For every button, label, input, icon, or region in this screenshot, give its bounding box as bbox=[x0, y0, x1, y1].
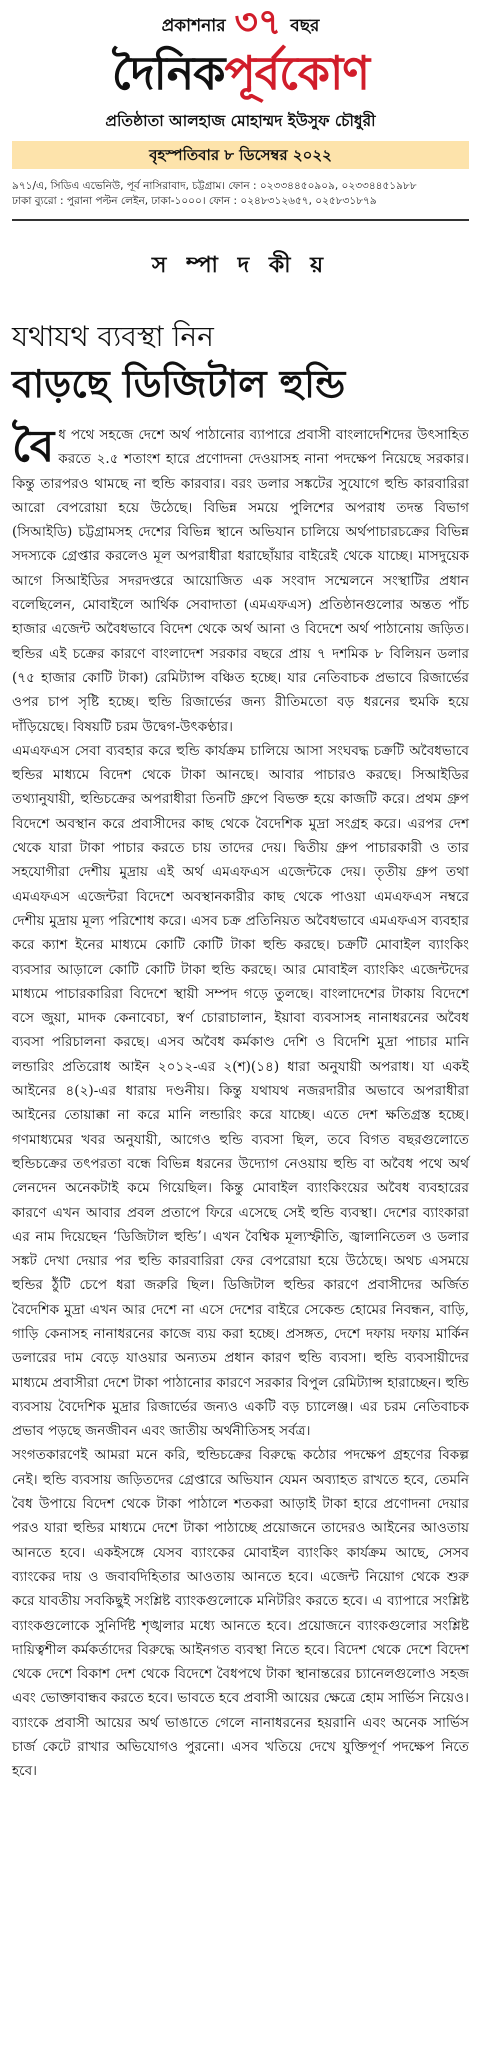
paragraph-text: ধ পথে সহজে দেশে অর্থ পাঠানোর ব্যাপারে প্রবাসী বাংলাদেশিদের উৎসাহিত করতে ২.৫ শতাংশ হারে প্রণোদনা দেওয়াসহ নানা পদক্ষেপ নিয়েছে সরকার। কিন্তু তারপরও থামছে না হুন্ডি কারবার। বরং ডলার সঙ্কটের সুযোগে হুন্ডি কারবারিরা আরো বেপরোয়া হয়ে উঠেছে। বিভিন্ন সময়ে পুলিশের অপরাধ তদন্ত বিভাগ (সিআইডি) চট্টগ্রামসহ দেশের বিভিন্ন স্থানে অভিযান চালিয়ে অর্থপাচারচক্রের বিভিন্ন সদস্যকে গ্রেপ্তার করলেও মূল অপরাধীরা ধরাছোঁয়ার বাইরেই থেকে যাচ্ছে। মাসদুয়েক আগে সিআইডির সদরদপ্তরে আয়োজিত এক সংবাদ সম্মেলনে সংস্থাটির প্রধান বলেছিলেন, মোবাইলে আর্থিক সেবাদাতা (এমএফএস) প্রতিষ্ঠানগুলোর অন্তত পাঁচ হাজার এজেন্ট অবৈধভাবে বিদেশ থেকে অর্থ আনা ও বিদেশে অর্থ পাঠানোয় জড়িত। হুন্ডির এই চক্রের কারণে বাংলাদেশ সরকার বছরে প্রায় ৭ দশমিক ৮ বিলিয়ন ডলার (৭৫ হাজার কোটি টাকা) রেমিট্যান্স বঞ্চিত হচ্ছে। যার নেতিবাচক প্রভাবে রিজার্ভের ওপর চাপ সৃষ্টি হচ্ছে। হুন্ডি রিজার্ভের জন্য রীতিমতো বড় ধরনের হুমকি হয়ে দাঁড়িয়েছে। বিষয়টি চরম উদ্বেগ-উৎকণ্ঠার। bbox=[12, 427, 469, 735]
tagline-prefix: প্রকাশনার bbox=[161, 16, 226, 36]
anniversary-tagline bbox=[0, 2, 481, 43]
article-headline: বাড়ছে ডিজিটাল হুন্ডি bbox=[12, 362, 346, 406]
article-subheadline: যথাযথ ব্যবস্থা নিন bbox=[12, 320, 214, 353]
section-title-editorial: স ম্পা দ কী য় bbox=[151, 253, 330, 278]
article-paragraph-1 bbox=[12, 423, 469, 739]
address-chattogram: ৯৭১/এ, সিডিএ এভেনিউ, পূর্ব নাসিরাবাদ, চট্টগ্রাম। ফোন : ০২৩৩৪৪৫০৯০৯, ০২৩৩৪৪৫১৯৮৮ bbox=[12, 180, 417, 192]
article-paragraph-3: সংগতকারণেই আমরা মনে করি, হুন্ডিচক্রের বিরুদ্ধে কঠোর পদক্ষেপ গ্রহণের বিকল্প নেই। হুন্ডি ব্যবসায় জড়িতদের গ্রেপ্তারে অভিযান যেমন অব্যাহত রাখতে হবে, তেমনি বৈধ উপায়ে বিদেশ থেকে টাকা পাঠালে শতকরা আড়াই টাকা হারে প্রণোদনা দেয়ার পরও যারা হুন্ডির মাধ্যমে দেশে টাকা পাঠাচ্ছে প্রয়োজনে তাদেরও আইনের আওতায় আনতে হবে। একইসঙ্গে যেসব ব্যাংকের মোবাইল ব্যাংকিং কার্যক্রম আছে, সেসব ব্যাংকের দায় ও জবাবদিহিতার আওতায় আনতে হবে। এজেন্ট নিয়োগ থেকে শুরু করে যাবতীয় সবকিছুই সংশ্লিষ্ট ব্যাংকগুলোকে মনিটরিং করতে হবে। এ ব্যাপারে সংশ্লিষ্ট ব্যাংকগুলোকে সুনির্দিষ্ট শৃঙ্খলার মধ্যে আনতে হবে। প্রয়োজনে ব্যাংকগুলোর সংশ্লিষ্ট দায়িত্বশীল কর্মকর্তাদের বিরুদ্ধে আইনগত ব্যবস্থা নিতে হবে। বিদেশ থেকে দেশে বিদেশ থেকে দেশে বিকাশ দেশ থেকে বিদেশে বৈধপথে টাকা স্থানান্তরের চ্যানেলগুলোও সহজ এবং ভোক্তাবান্ধব করতে হবে। ভাবতে হবে প্রবাসী আয়ের ক্ষেত্রে হোম সার্ভিস নিয়েও। ব্যাংকে প্রবাসী আয়ের অর্থ ভাঙাতে গেলে নানাধরনের হয়রানি এবং অনেক সার্ভিস চার্জ কেটে রাখার অভিযোগও পুরনো। এসব খতিয়ে দেখে যুক্তিপূর্ণ পদক্ষেপ নিতে হবে। bbox=[12, 1447, 469, 1780]
address-dhaka-bureau: ঢাকা ব্যুরো : পুরানা পল্টন লেইন, ঢাকা-১০০০। ফোন : ০২৪৮৩১২৬৫৭, ০২৫৮৩১৮৭৯ bbox=[12, 195, 377, 207]
date-bar bbox=[12, 141, 469, 169]
logo-part-purbokone: পূর্বকোণ bbox=[224, 46, 370, 100]
masthead bbox=[0, 0, 481, 135]
article-body bbox=[12, 423, 469, 1784]
drop-cap: বৈ bbox=[12, 421, 55, 472]
logo-part-dainik: দৈনিক bbox=[111, 46, 225, 100]
address-block bbox=[12, 179, 469, 209]
newspaper-logo bbox=[0, 43, 481, 103]
publication-date: বৃহস্পতিবার ৮ ডিসেম্বর ২০২২ bbox=[149, 146, 332, 164]
founder-line: প্রতিষ্ঠাতা আলহাজ মোহাম্মদ ইউসুফ চৌধুরী bbox=[105, 112, 376, 130]
article-paragraph-2: এমএফএস সেবা ব্যবহার করে হুন্ডি কার্যক্রম চালিয়ে আসা সংঘবদ্ধ চক্রটি অবৈধভাবে হুন্ডির মাধ্যমে বিদেশ থেকে টাকা আনছে। আবার পাচারও করছে। সিআইডির তথ্যানুযায়ী, হুন্ডিচক্রের অপরাধীরা তিনটি গ্রুপে বিভক্ত হয়ে কাজটি করে। প্রথম গ্রুপ বিদেশে অবস্থান করে প্রবাসীদের কাছ থেকে বৈদেশিক মুদ্রা সংগ্রহ করে। এরপর দেশ থেকে যারা টাকা পাচার করতে চায় তাদের দেয়। দ্বিতীয় গ্রুপ পাচারকারী ও তার সহযোগীরা দেশীয় মুদ্রায় এই অর্থ এমএফএস এজেন্টকে দেয়। তৃতীয় গ্রুপ তথা এমএফএস এজেন্টরা বিদেশে অবস্থানকারীর কাছ থেকে পাওয়া এমএফএস নম্বরে দেশীয় মুদ্রায় মূল্য পরিশোধ করে। এসব চক্র প্রতিনিয়ত অবৈধভাবে এমএফএস ব্যবহার করে ক্যাশ ইনের মাধ্যমে কোটি কোটি টাকা হুন্ডি করছে। চক্রটি মোবাইল ব্যাংকিং ব্যবসার আড়ালে কোটি কোটি টাকা হুন্ডি করছে। আর মোবাইল ব্যাংকিং এজেন্টদের মাধ্যমে পাচারকারিরা বিদেশে স্থায়ী সম্পদ গড়ে তুলছে। বাংলাদেশের টাকায় বিদেশে বসে জুয়া, মাদক কেনাবেচা, স্বর্ণ চোরাচালান, ইয়াবা ব্যবসাসহ নানাধরনের অবৈধ ব্যবসা পরিচালনা করছে। এসব অবৈধ কর্মকাণ্ড দেশি ও বিদেশি মুদ্রা পাচার মানি লন্ডারিং প্রতিরোধ আইন ২০১২-এর ২(শ)(১৪) ধারা অনুযায়ী অপরাধ। যা একই আইনের ৪(২)-এর ধারায় দণ্ডনীয়। কিন্তু যথাযথ নজরদারীর অভাবে অপরাধীরা আইনের তোয়াক্কা না করে মানি লন্ডারিং করে যাচ্ছে। এতে দেশ ক্ষতিগ্রস্ত হচ্ছে। গণমাধ্যমের খবর অনুযায়ী, আগেও হুন্ডি ব্যবসা ছিল, তবে বিগত বছরগুলোতে হুন্ডিচক্রের তৎপরতা বন্ধে বিভিন্ন ধরনের উদ্যোগ নেওয়ায় হুন্ডি বা অবৈধ পথে অর্থ লেনদেন অনেকটাই কমে গিয়েছিল। কিন্তু মোবাইল ব্যাংকিংয়ের অবৈধ ব্যবহারের কারণে এখন আবার প্রবল প্রতাপে ফিরে এসেছে সেই হুন্ডি ব্যবস্থা। দেশের ব্যাংকারা এর নাম দিয়েছেন ‘ডিজিটাল হুন্ডি’। এখন বৈশ্বিক মূল্যস্ফীতি, জ্বালানিতেল ও ডলার সঙ্কট দেখা দেয়ার পর হুন্ডি কারবারিরা ফের বেপরোয়া হয়ে উঠেছে। অথচ এসময়ে হুন্ডির ঠুঁটি চেপে ধরা জরুরি ছিল। ডিজিটাল হুন্ডির কারণে প্রবাসীদের অর্জিত বৈদেশিক মুদ্রা এখন আর দেশে না এসে দেশের বাইরে সেকেন্ড হোমের নিবন্ধন, বাড়ি, গাড়ি কেনাসহ নানাধরনের কাজে ব্যয় করা হচ্ছে। প্রসঙ্গত, দেশে দফায় দফায় মার্কিন ডলারের দাম বেড়ে যাওয়ার অন্যতম প্রধান কারণ হুন্ডি ব্যবসা। হুন্ডি ব্যবসায়ীদের মাধ্যমে প্রবাসীরা দেশে টাকা পাঠানোর কারণে সরকার বিপুল রেমিট্যান্স হারাচ্ছেন। হুন্ডি ব্যবসায় বৈদেশিক মুদ্রার রিজার্ভের জন্যও একটি বড় চ্যালেঞ্জ। এর চরম নেতিবাচক প্রভাব পড়ছে জনজীবন এবং জাতীয় অর্থনীতিসহ সর্বত্র। bbox=[12, 742, 469, 1440]
masthead-divider bbox=[12, 219, 469, 221]
anniversary-number: ৩৭ bbox=[234, 2, 282, 43]
tagline-suffix: বছর bbox=[290, 16, 320, 36]
